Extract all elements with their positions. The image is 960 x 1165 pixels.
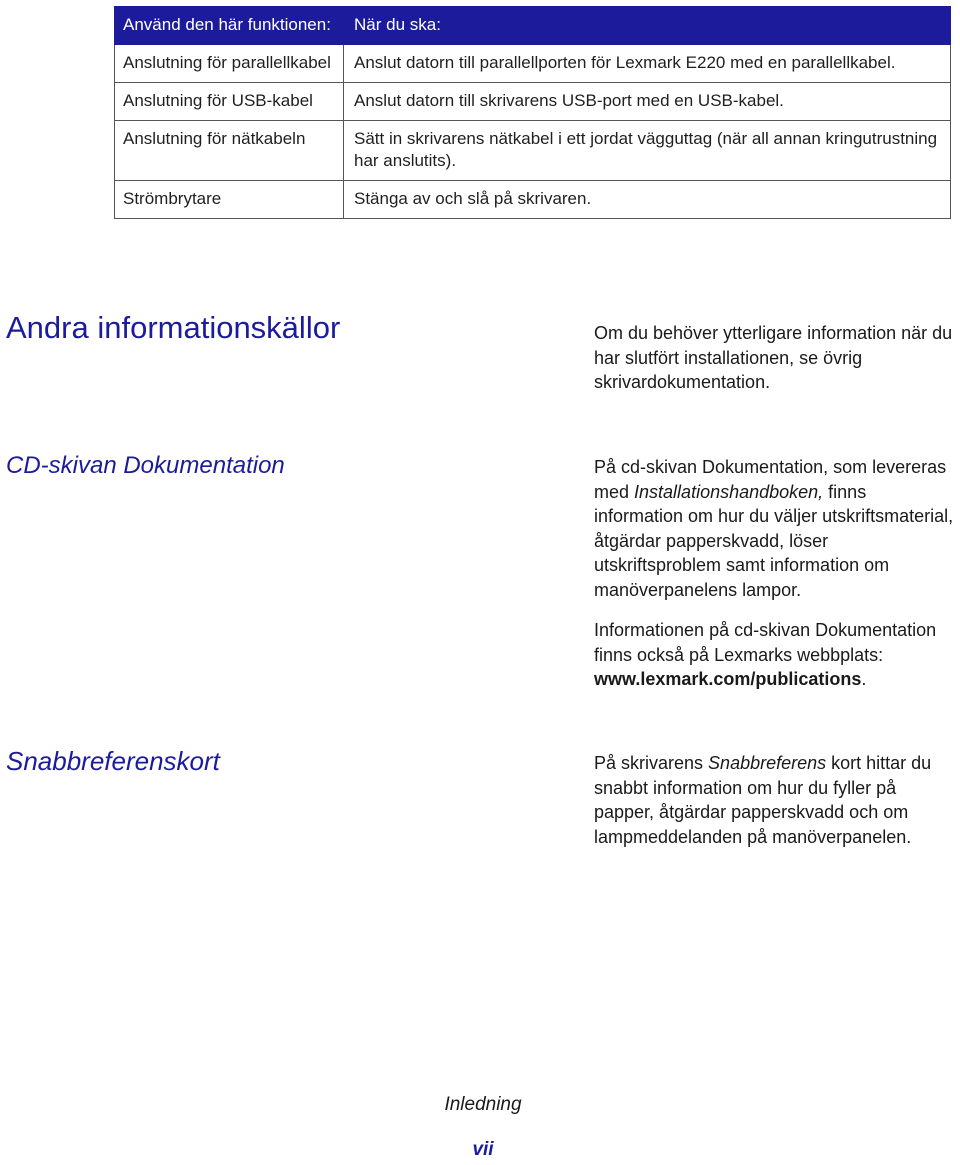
table-header-action: När du ska: <box>344 7 951 45</box>
section-heading-andra: Andra informationskällor <box>6 310 341 345</box>
book-title-italic: Installationshandboken, <box>634 481 824 502</box>
section-heading-snabb: Snabbreferenskort <box>6 746 220 776</box>
table-cell-action: Anslut datorn till skrivarens USB-port med en USB-kabel. <box>344 83 951 121</box>
text-span: finns information om hur du väljer utskriftsmaterial, åtgärdar papperskvadd, löser utskriftsproblem samt information om manöverpanelens lampor. <box>594 481 954 600</box>
table-cell-function: Anslutning för nätkabeln <box>115 121 344 181</box>
table-header-row <box>115 7 951 45</box>
table-cell-function: Anslutning för USB-kabel <box>115 83 344 121</box>
table-cell-action: Stänga av och slå på skrivaren. <box>344 181 951 219</box>
section-text-cd-2 <box>594 618 960 692</box>
table-row <box>115 181 951 219</box>
text-span: kort hittar du snabbt information om hur du fyller på papper, åtgärdar papperskvadd och om lampmeddelanden på manöverpanelen. <box>594 753 932 847</box>
footer-page-number: vii <box>472 1139 494 1160</box>
table-row <box>115 121 951 181</box>
text-span: På cd-skivan Dokumentation, som levereras med <box>594 457 947 502</box>
card-title-italic: Snabbreferens <box>708 753 827 773</box>
website-url: www.lexmark.com/publications <box>594 669 862 689</box>
table-cell-function: Strömbrytare <box>115 181 344 219</box>
table-cell-action: Sätt in skrivarens nätkabel i ett jordat vägguttag (när all annan kringutrustning har anslutits). <box>344 121 951 181</box>
text-span: På skrivarens <box>594 753 709 773</box>
table-cell-action: Anslut datorn till parallellporten för Lexmark E220 med en parallellkabel. <box>344 45 951 83</box>
table-cell-function: Anslutning för parallellkabel <box>115 45 344 83</box>
section-text-cd-1 <box>594 455 960 602</box>
table-header-function: Använd den här funktionen: <box>115 7 344 45</box>
section-heading-cd: CD-skivan Dokumentation <box>6 452 285 479</box>
text-span: Informationen på cd-skivan Dokumentation finns också på Lexmarks webbplats: <box>594 620 937 665</box>
table-row <box>115 83 951 121</box>
function-table <box>114 6 951 219</box>
text-span: . <box>861 669 867 689</box>
footer-chapter-title: Inledning <box>444 1094 522 1115</box>
table-row <box>115 45 951 83</box>
section-text-andra: Om du behöver ytterligare information när du har slutfört installationen, se övrig skrivardokumentation. <box>594 323 953 392</box>
section-text-snabb <box>594 751 960 849</box>
